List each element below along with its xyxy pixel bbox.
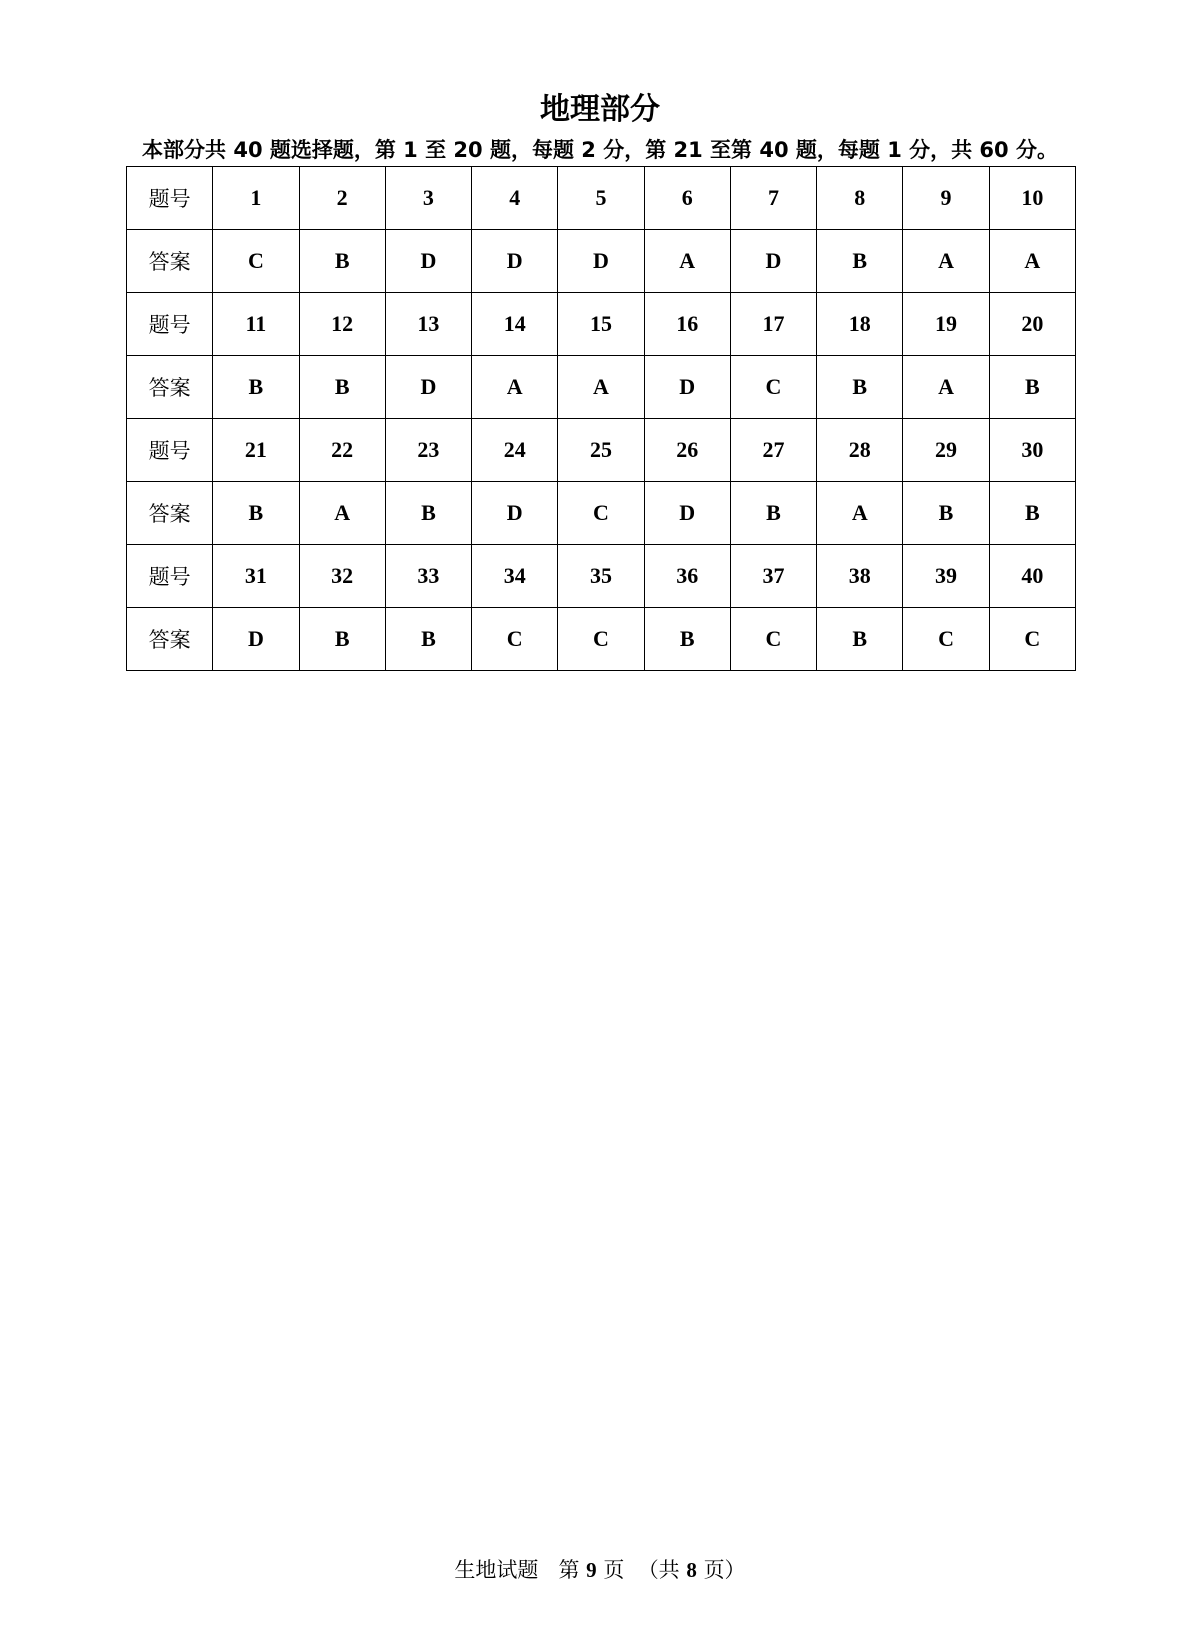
question-number-cell: 19 xyxy=(903,293,989,356)
answer-cell: D xyxy=(472,482,558,545)
question-number-cell: 3 xyxy=(385,167,471,230)
answer-cell: D xyxy=(213,608,299,671)
row-label: 答案 xyxy=(127,482,213,545)
answer-cell: B xyxy=(817,608,903,671)
table-row xyxy=(127,608,1076,671)
answer-cell: A xyxy=(299,482,385,545)
question-number-cell: 16 xyxy=(644,293,730,356)
question-number-cell: 7 xyxy=(730,167,816,230)
question-number-cell: 9 xyxy=(903,167,989,230)
footer-page-suffix: 页 xyxy=(603,1558,625,1582)
table-row xyxy=(127,167,1076,230)
row-label: 答案 xyxy=(127,608,213,671)
question-number-cell: 11 xyxy=(213,293,299,356)
question-number-cell: 14 xyxy=(472,293,558,356)
table-row xyxy=(127,545,1076,608)
answer-cell: B xyxy=(989,482,1075,545)
question-number-cell: 15 xyxy=(558,293,644,356)
answer-cell: C xyxy=(903,608,989,671)
answer-cell: B xyxy=(385,482,471,545)
answer-cell: C xyxy=(558,608,644,671)
row-label: 答案 xyxy=(127,356,213,419)
row-label: 题号 xyxy=(127,545,213,608)
question-number-cell: 36 xyxy=(644,545,730,608)
footer-subject: 生地试题 xyxy=(454,1558,539,1582)
question-number-cell: 31 xyxy=(213,545,299,608)
question-number-cell: 30 xyxy=(989,419,1075,482)
question-number-cell: 1 xyxy=(213,167,299,230)
question-number-cell: 6 xyxy=(644,167,730,230)
question-number-cell: 40 xyxy=(989,545,1075,608)
answer-cell: A xyxy=(989,230,1075,293)
page-title: 地理部分 xyxy=(540,92,660,127)
question-number-cell: 29 xyxy=(903,419,989,482)
answer-table-body xyxy=(127,167,1076,671)
answer-cell: B xyxy=(817,230,903,293)
footer-total-prefix: （共 xyxy=(637,1558,680,1582)
question-number-cell: 37 xyxy=(730,545,816,608)
answer-cell: C xyxy=(213,230,299,293)
answer-cell: C xyxy=(730,356,816,419)
answer-cell: C xyxy=(472,608,558,671)
question-number-cell: 24 xyxy=(472,419,558,482)
footer-total-pages: 8 xyxy=(686,1558,697,1582)
answer-cell: A xyxy=(472,356,558,419)
table-row xyxy=(127,356,1076,419)
answer-cell: B xyxy=(299,356,385,419)
question-number-cell: 23 xyxy=(385,419,471,482)
table-row xyxy=(127,419,1076,482)
question-number-cell: 17 xyxy=(730,293,816,356)
table-row xyxy=(127,482,1076,545)
question-number-cell: 38 xyxy=(817,545,903,608)
answer-cell: C xyxy=(558,482,644,545)
question-number-cell: 28 xyxy=(817,419,903,482)
question-number-cell: 33 xyxy=(385,545,471,608)
answer-cell: D xyxy=(644,482,730,545)
question-number-cell: 39 xyxy=(903,545,989,608)
section-instructions: 本部分共 40 题选择题，第 1 至 20 题，每题 2 分，第 21 至第 40 题，每题 1 分，共 60 分。 xyxy=(142,138,1058,162)
answer-cell: B xyxy=(213,482,299,545)
question-number-cell: 25 xyxy=(558,419,644,482)
question-number-cell: 2 xyxy=(299,167,385,230)
question-number-cell: 5 xyxy=(558,167,644,230)
question-number-cell: 8 xyxy=(817,167,903,230)
answer-cell: B xyxy=(299,608,385,671)
question-number-cell: 12 xyxy=(299,293,385,356)
footer-page-prefix: 第 xyxy=(558,1558,580,1582)
page-footer xyxy=(0,1555,1200,1585)
table-row xyxy=(127,293,1076,356)
answer-cell: A xyxy=(903,230,989,293)
answer-cell: B xyxy=(299,230,385,293)
footer-page-number: 9 xyxy=(586,1558,597,1582)
answer-cell: C xyxy=(730,608,816,671)
question-number-cell: 26 xyxy=(644,419,730,482)
row-label: 答案 xyxy=(127,230,213,293)
answer-cell: B xyxy=(644,608,730,671)
answer-cell: D xyxy=(730,230,816,293)
answer-cell: B xyxy=(903,482,989,545)
question-number-cell: 10 xyxy=(989,167,1075,230)
answer-cell: B xyxy=(989,356,1075,419)
answer-cell: B xyxy=(730,482,816,545)
question-number-cell: 27 xyxy=(730,419,816,482)
question-number-cell: 18 xyxy=(817,293,903,356)
row-label: 题号 xyxy=(127,293,213,356)
row-label: 题号 xyxy=(127,167,213,230)
answer-cell: B xyxy=(213,356,299,419)
answer-cell: A xyxy=(644,230,730,293)
answer-cell: D xyxy=(644,356,730,419)
answer-cell: D xyxy=(558,230,644,293)
row-label: 题号 xyxy=(127,419,213,482)
question-number-cell: 34 xyxy=(472,545,558,608)
answer-cell: A xyxy=(903,356,989,419)
footer-total-suffix: 页） xyxy=(703,1558,746,1582)
answer-cell: A xyxy=(817,482,903,545)
answer-cell: A xyxy=(558,356,644,419)
answer-cell: D xyxy=(385,356,471,419)
answer-cell: B xyxy=(817,356,903,419)
answer-cell: D xyxy=(472,230,558,293)
question-number-cell: 4 xyxy=(472,167,558,230)
question-number-cell: 20 xyxy=(989,293,1075,356)
answer-cell: C xyxy=(989,608,1075,671)
answer-table xyxy=(126,166,1076,671)
question-number-cell: 13 xyxy=(385,293,471,356)
answer-cell: B xyxy=(385,608,471,671)
question-number-cell: 32 xyxy=(299,545,385,608)
question-number-cell: 35 xyxy=(558,545,644,608)
answer-cell: D xyxy=(385,230,471,293)
question-number-cell: 21 xyxy=(213,419,299,482)
question-number-cell: 22 xyxy=(299,419,385,482)
table-row xyxy=(127,230,1076,293)
